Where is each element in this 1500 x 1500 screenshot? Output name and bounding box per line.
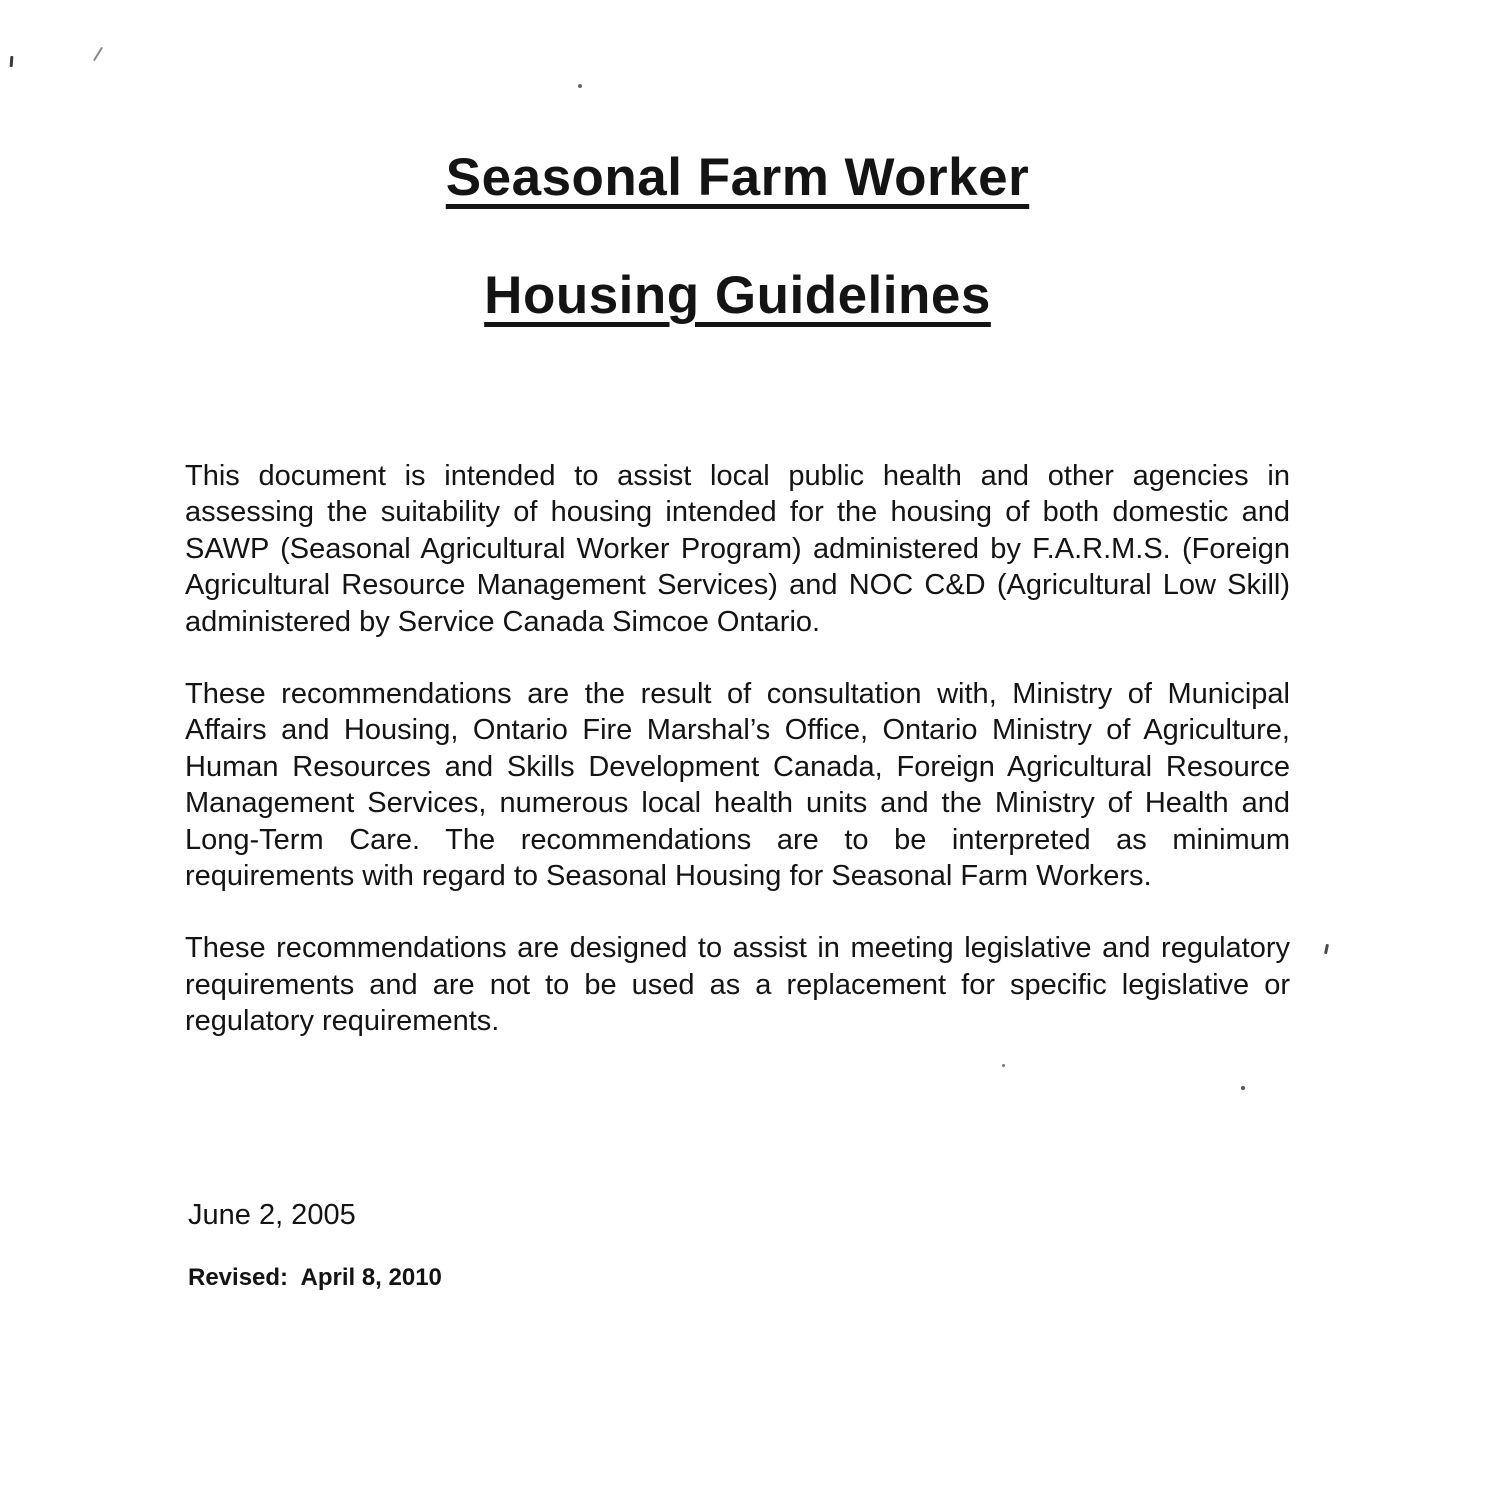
title-text-2: Housing Guidelines — [484, 266, 991, 325]
document-title-line-2 — [185, 266, 1290, 326]
scan-artifact-speck — [1241, 1086, 1245, 1090]
scan-artifact-speck — [93, 47, 103, 62]
scan-artifact-speck — [578, 84, 582, 88]
date-block — [188, 1198, 442, 1292]
paragraph-consultation: These recommendations are the result of consultation with, Ministry of Municipal Affairs and Housing, Ontario Fire Marshal’s Office, Ontario Ministry of Agriculture, Human Resources and Skills Development Canada, Foreign Agricultural Resource Management Services, numerous local health units and the Ministry of Health and Long-Term Care. The recommendations are to be interpreted as minimum requirements with regard to Seasonal Housing for Seasonal Farm Workers. — [185, 678, 1290, 893]
issue-date: June 2, 2005 — [188, 1199, 356, 1231]
scan-artifact-speck — [1002, 1064, 1005, 1067]
paragraph-disclaimer: These recommendations are designed to assist in meeting legislative and regulatory requirements and are not to be used as a replacement for specific legislative or regulatory requirements. — [185, 932, 1290, 1038]
revised-date: Revised: April 8, 2010 — [188, 1264, 442, 1291]
title-text-1: Seasonal Farm Worker — [445, 148, 1030, 207]
scan-artifact-speck — [10, 56, 14, 67]
paragraph-intro: This document is intended to assist local public health and other agencies in assessing the suitability of housing intended for the housing of both domestic and SAWP (Seasonal Agricultural Worker Program) administered by F.A.R.M.S. (Foreign Agricultural Resource Management Services) and NOC C&D (Agricultural Low Skill) administered by Service Canada Simcoe Ontario. — [185, 460, 1290, 638]
scan-artifact-speck — [1324, 944, 1329, 954]
document-title-line-1 — [185, 148, 1290, 208]
document-title-block — [185, 148, 1290, 326]
document-body — [185, 458, 1290, 1076]
